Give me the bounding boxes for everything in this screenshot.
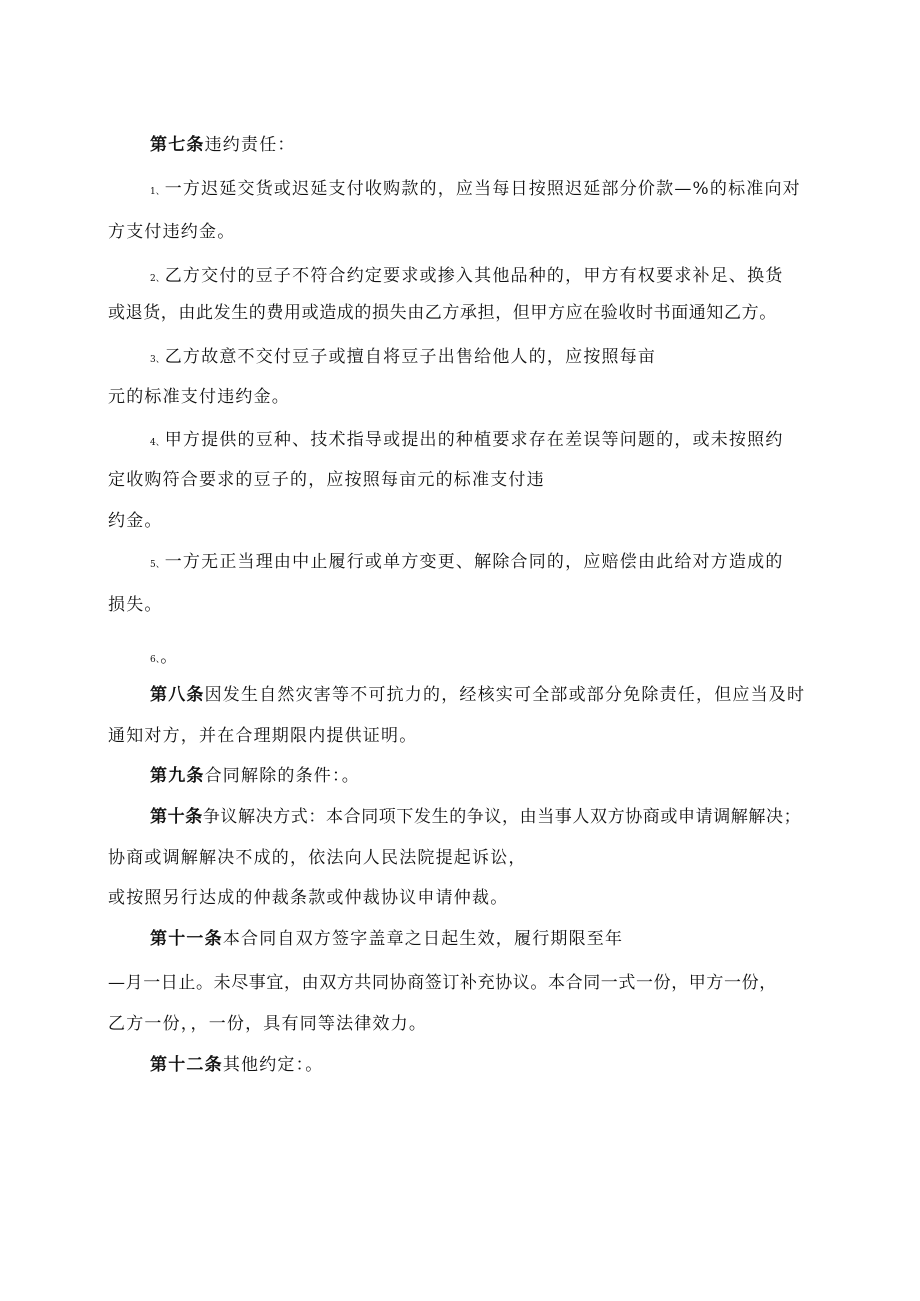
item-number: 6、 [150, 655, 161, 665]
article-12 [150, 1054, 324, 1076]
item-number: 5、 [150, 560, 165, 570]
article-7-item-1 [150, 178, 801, 203]
article-7-title: 违约责任： [204, 135, 296, 155]
article-7-heading [150, 134, 296, 156]
article-7-item-6 [150, 646, 178, 671]
item-number: 1、 [150, 187, 165, 197]
article-7-item-5 [150, 551, 784, 576]
article-12-label: 第十二条 [150, 1055, 223, 1075]
article-8 [150, 684, 805, 706]
article-9-text: 合同解除的条件：。 [204, 766, 360, 786]
item-number: 4、 [150, 438, 165, 448]
article-11 [150, 928, 623, 950]
article-11-cont2: 乙方一份，，一份，具有同等法律效力。 [108, 1014, 428, 1034]
article-10 [150, 806, 801, 828]
item-number: 3、 [150, 355, 165, 365]
article-7-item-3 [150, 346, 656, 371]
item-text: 一方无正当理由中止履行或单方变更、解除合同的，应赔偿由此给对方造成的 [164, 552, 784, 572]
article-7-item-4-cont2: 约金。 [108, 511, 163, 531]
article-10-cont2: 或按照另行达成的仲裁条款或仲裁协议申请仲裁。 [108, 888, 509, 908]
article-8-cont: 通知对方，并在合理期限内提供证明。 [108, 726, 418, 746]
article-7-item-5-cont: 损失。 [108, 595, 163, 615]
article-7-label: 第七条 [150, 135, 205, 155]
article-7-item-3-cont: 元的标准支付违约金。 [108, 387, 290, 407]
article-10-text: 争议解决方式：本合同项下发生的争议，由当事人双方协商或申请调解解决； [202, 807, 802, 827]
article-11-text: 本合同自双方签字盖章之日起生效，履行期限至年 [222, 929, 624, 949]
item-text: 甲方提供的豆种、技术指导或提出的种植要求存在差误等问题的，或未按照约 [164, 430, 784, 450]
article-7-item-4-cont: 定收购符合要求的豆子的，应按照每亩元的标准支付违 [108, 470, 545, 490]
article-11-label: 第十一条 [150, 929, 223, 949]
item-number: 2、 [150, 274, 165, 284]
article-10-label: 第十条 [150, 807, 203, 827]
article-10-cont: 协商或调解解决不成的，依法向人民法院提起诉讼， [108, 848, 527, 868]
article-9 [150, 765, 360, 787]
article-7-item-4 [150, 429, 784, 454]
article-9-label: 第九条 [150, 766, 205, 786]
item-text: 乙方故意不交付豆子或擅自将豆子出售给他人的，应按照每亩 [164, 347, 657, 367]
article-8-label: 第八条 [150, 685, 205, 705]
item-text: 。 [160, 647, 179, 667]
article-8-text: 因发生自然灾害等不可抗力的，经核实可全部或部分免除责任，但应当及时 [204, 685, 806, 705]
article-7-item-1-cont: 方支付违约金。 [108, 222, 236, 242]
article-7-item-2-cont: 或退货，由此发生的费用或造成的损失由乙方承担，但甲方应在验收时书面通知乙方。 [108, 303, 777, 323]
item-text: 乙方交付的豆子不符合约定要求或掺入其他品种的，甲方有权要求补足、换货 [164, 266, 784, 286]
article-7-item-2 [150, 265, 784, 290]
article-12-text: 其他约定：。 [222, 1055, 324, 1075]
article-11-cont: —月一日止。未尽事宜，由双方共同协商签订补充协议。本合同一式一份，甲方一份， [108, 973, 777, 993]
item-text: 一方迟延交货或迟延支付收购款的，应当每日按照迟延部分价款—%的标准向对 [164, 179, 801, 199]
